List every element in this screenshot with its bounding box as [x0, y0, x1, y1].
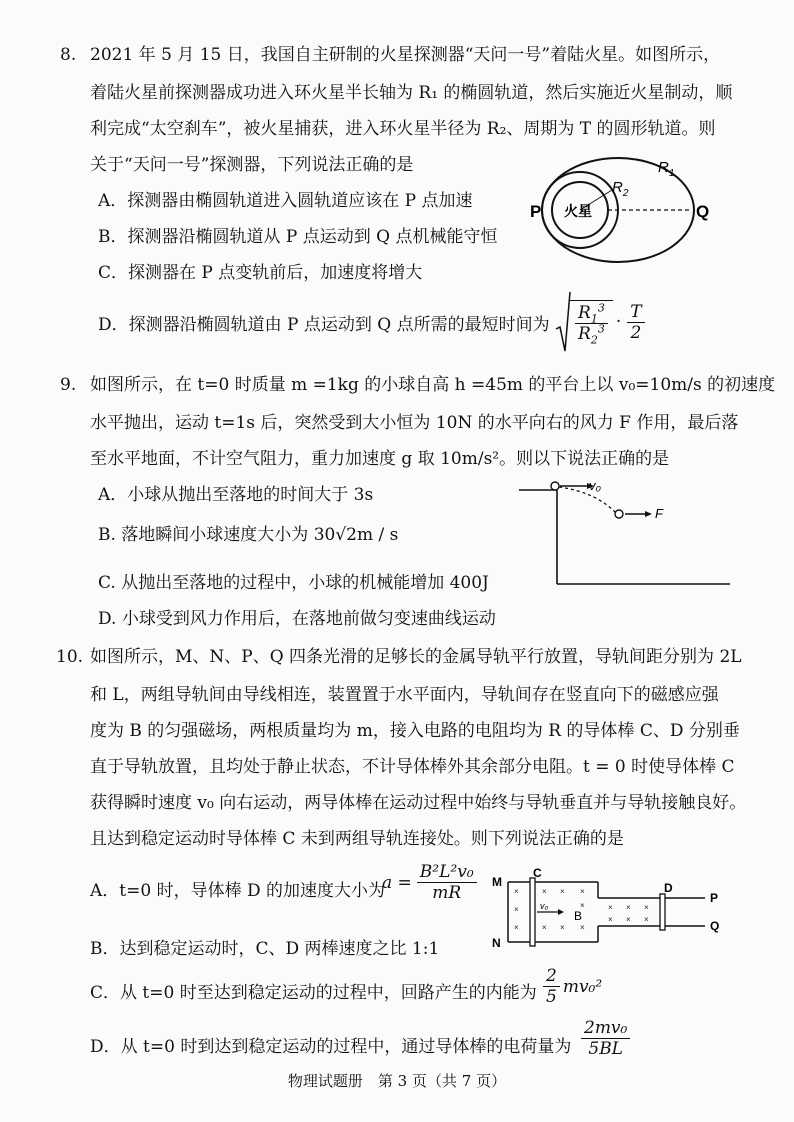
q9-line-2: 水平抛出，运动 t=1s 后，突然受到大小恒为 10N 的水平向右的风力 F 作用，最后落	[90, 413, 739, 433]
svg-text:×: ×	[608, 903, 613, 912]
q9-line-1: 如图所示，在 t=0 时质量 m =1kg 的小球自高 h =45m 的平台上以 v₀=10m/s 的初速度	[90, 375, 776, 395]
q10-option-b: B．达到稳定运动时，C、D 两棒速度之比 1:1	[90, 939, 440, 959]
q10-line-6: 且达到稳定运动时导体棒 C 未到两组导轨连接处。则下列说法正确的是	[90, 829, 624, 849]
svg-text:×: ×	[626, 915, 631, 924]
q10-option-c: C．从 t=0 时至达到稳定运动的过程中，回路产生的内能为	[90, 983, 537, 1003]
svg-text:×: ×	[560, 923, 565, 932]
q10-option-a: A．t=0 时，导体棒 D 的加速度大小为	[90, 881, 386, 901]
svg-text:×: ×	[644, 903, 649, 912]
point-q-label: Q	[696, 202, 710, 221]
q9-projectile-figure	[515, 478, 735, 593]
q8-number: 8.	[60, 45, 77, 65]
q9-line-3: 至水平地面，不计空气阻力，重力加速度 g 取 10m/s²。则以下说法正确的是	[90, 449, 670, 469]
r1-label: $R_1$	[658, 159, 675, 179]
svg-text:×: ×	[514, 923, 519, 932]
multiply-dot: ·	[615, 312, 622, 332]
q9-option-d: D. 小球受到风力作用后，在落地前做匀变速曲线运动	[98, 609, 496, 629]
q10-a-expression: a = $\frac{\text{B²L²v₀}}{mR}$	[382, 862, 480, 903]
page-footer: 物理试题册 第 3 页（共 7 页）	[287, 1072, 507, 1090]
q10-option-d: D．从 t=0 时到达到稳定运动的过程中，通过导体棒的电荷量为	[90, 1037, 572, 1057]
r-ratio-fraction: $\frac{R_1^3}{R_2^3}$	[575, 303, 608, 344]
q9-option-b: B. 落地瞬间小球速度大小为 30√2m / s	[98, 525, 399, 545]
svg-text:×: ×	[542, 887, 547, 896]
v0-arrowhead	[558, 909, 564, 915]
q8-line-3: 利完成“太空刹车”，被火星捕获，进入环火星半径为 R₂、周期为 T 的圆形轨道。则	[90, 119, 716, 139]
svg-text:×: ×	[580, 901, 585, 910]
sqrt-sign	[555, 291, 571, 353]
trajectory-dashed	[559, 487, 615, 512]
q8-orbit-figure	[520, 150, 730, 280]
svg-text:×: ×	[560, 887, 565, 896]
f-arrowhead	[645, 511, 652, 517]
q9-number: 9.	[60, 375, 77, 395]
rod-c	[530, 878, 535, 946]
q10-line-4: 直于导轨放置，且均处于静止状态，不计导体棒外其余部分电阻。t = 0 时使导体棒 C	[90, 757, 735, 777]
q10-line-2: 和 L，两组导轨间由导线相连，装置置于水平面内，导轨间存在竖直向下的磁感应强	[90, 685, 719, 705]
r2-label: $R_2$	[612, 179, 629, 199]
svg-text:×: ×	[542, 923, 547, 932]
q10-number: 10.	[56, 647, 84, 667]
svg-text:×: ×	[514, 887, 519, 896]
q10-line-5: 获得瞬时速度 v₀ 向右运动，两导体棒在运动过程中始终与导轨垂直并与导轨接触良好。	[90, 793, 747, 813]
a-fraction: $\frac{\text{B²L²v₀}}{mR}$	[417, 862, 477, 903]
rod-d	[660, 894, 665, 930]
t-half-fraction: $\frac{T}{2}$	[627, 302, 644, 343]
svg-text:×: ×	[644, 915, 649, 924]
ball-mid	[615, 510, 623, 518]
q10-line-3: 度为 B 的匀强磁场，两根质量均为 m，接入电路的电阻均为 R 的导体棒 C、D 分别垂	[90, 721, 740, 741]
d-fraction: $\frac{\text{2mv₀}}{5BL}$	[581, 1018, 630, 1059]
v0-label: v₀	[540, 901, 549, 911]
q10-c-expression: $\frac{2}{5}$ mv₀²	[540, 966, 602, 1007]
label-n: N	[492, 936, 501, 950]
label-p: P	[710, 891, 719, 905]
q9-option-c: C. 从抛出至落地的过程中，小球的机械能增加 400J	[98, 573, 489, 593]
q8-line-1: 2021 年 5 月 15 日，我国自主研制的火星探测器“天问一号”着陆火星。如图所示，	[90, 45, 721, 65]
q8-option-c: C．探测器在 P 点变轨前后，加速度将增大	[98, 263, 423, 283]
ball-start	[551, 482, 559, 490]
field-crosses-narrow	[608, 903, 649, 924]
b-label: B	[574, 909, 583, 923]
q10-d-expression	[578, 1018, 633, 1059]
q8-line-2: 着陆火星前探测器成功进入环火星半长轴为 R₁ 的椭圆轨道，然后实施近火星制动，顺	[90, 83, 733, 103]
q9-option-a: A．小球从抛出至落地的时间大于 3s	[98, 485, 374, 505]
f-label: F	[655, 506, 663, 521]
label-d: D	[664, 881, 673, 895]
label-q: Q	[710, 919, 720, 933]
point-p-label: P	[530, 202, 542, 221]
q8-option-d: D．探测器沿椭圆轨道由 P 点运动到 Q 点所需的最短时间为	[98, 315, 550, 335]
q8-option-a: A．探测器由椭圆轨道进入圆轨道应该在 P 点加速	[98, 191, 473, 211]
sqrt-radicand	[570, 300, 613, 347]
svg-text:×: ×	[626, 903, 631, 912]
svg-text:×: ×	[580, 887, 585, 896]
v0-label: v₀	[589, 478, 601, 493]
q10-line-1: 如图所示，M、N、P、Q 四条光滑的足够长的金属导轨平行放置，导轨间距分别为 2L	[90, 647, 742, 667]
q10-rail-figure	[490, 868, 735, 953]
label-m: M	[492, 875, 502, 889]
q8-d-expression	[555, 290, 648, 354]
label-c: C	[533, 868, 542, 880]
svg-text:×: ×	[608, 915, 613, 924]
mars-label: 火星	[564, 203, 592, 219]
svg-text:×: ×	[514, 905, 519, 914]
c-fraction: $\frac{2}{5}$	[543, 966, 560, 1007]
svg-text:×: ×	[580, 923, 585, 932]
q8-line-4: 关于“天问一号”探测器，下列说法正确的是	[90, 155, 414, 175]
q8-option-b: B．探测器沿椭圆轨道从 P 点运动到 Q 点机械能守恒	[98, 227, 498, 247]
